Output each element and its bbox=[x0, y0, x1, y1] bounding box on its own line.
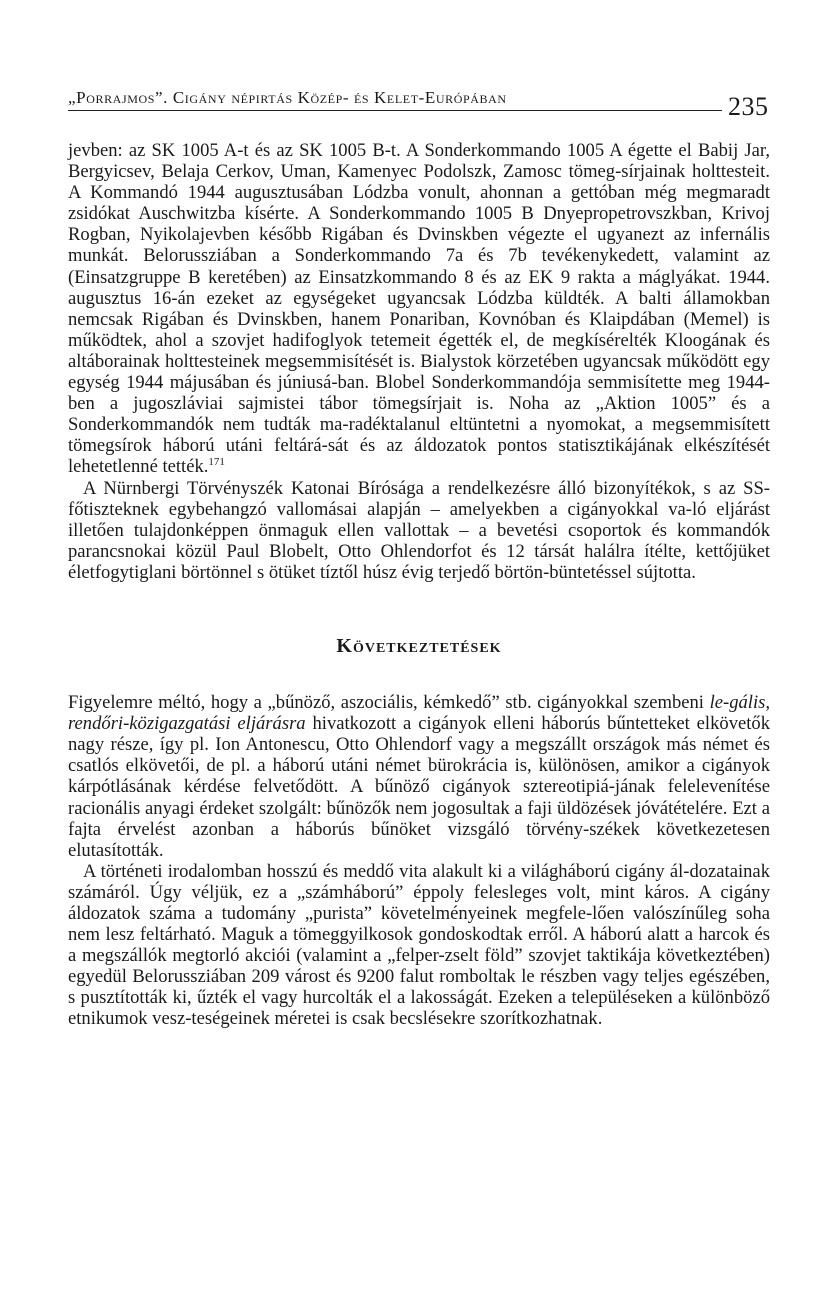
paragraph-4: A történeti irodalomban hosszú és meddő vita alakult ki a világháború cigány ál-dozatainak számáról. Úgy véljük, ez a „számháború” éppoly felesleges volt, mint káros. A cigány áldozatok száma a tudomány „purista” követelményeinek megfele-lően valószínűleg soha nem lesz feltárható. Maguk a tömeggyilkosok gondoskodtak erről. A háború alatt a harcok és a megszállók megtorló akciói (valamint a „felper-zselt föld” szovjet taktikája következtében) egyedül Belorussziában 209 várost és 9200 falut romboltak le részben vagy teljes egészében, s pusztították ki, űzték el vagy hurcolták el a lakosságát. Ezeken a településeken a különböző etnikumok vesz-teségeinek méretei is csak becslésekre szorítkozhatnak. bbox=[68, 860, 770, 1030]
paragraph-1-text: jevben: az SK 1005 A-t és az SK 1005 B-t. A Sonderkommando 1005 A égette el Babij Jar, Bergyicsev, Belaja Cerkov, Uman, Kamenyec Podolszk, Zamosc tömeg-sírjainak holttesteit. A Kommandó 1944 augusztusában Lódzba vonult, ahonnan a gettóban még megmaradt zsidókat Auschwitzba kísérte. A Sonderkommando 1005 B Dnyepropetrovszkban, Krivoj Rogban, Nyikolajevben később Rigában és Dvinskben végezte el ugyanezt az infernális munkát. Belorussziában a Sonderkommando 7a és 7b tevékenykedett, valamint az (Einsatzgruppe B keretében) az Einsatzkommando 8 és az EK 9 rakta a máglyákat. 1944. augusztus 16-án ezeket az egységeket ugyancsak Lódzba küldték. A balti államokban nemcsak Rigában és Dvinskben, hanem Ponariban, Kovnóban és Klaipdában (Memel) is működtek, ahol a szovjet hadifoglyok tetemeit égették el, de megkísérelték Kloogának és altáborainak holttesteinek megsemmisítését is. Bialystok körzetében ugyancsak működött egy egység 1944 májusában és júniusá-ban. Blobel Sonderkommandója semmisítette meg 1944-ben a jugoszláviai sajmistei tábor tömegsírjait is. Noha az „Aktion 1005” és a Sonderkommandók nem tudták ma-radéktalanul eltüntetni a nyomokat, a megsemmisített tömegsírok háború utáni feltárá-sát és az áldozatok pontos statisztikájának elkészítését lehetetlenné tették. bbox=[68, 140, 770, 478]
section-heading: Következtetések bbox=[336, 634, 502, 657]
page-number: 235 bbox=[728, 92, 769, 121]
paragraph-3 bbox=[68, 692, 770, 861]
paragraph-2: A Nürnbergi Törvényszék Katonai Bírósága a rendelkezésre álló bizonyítékok, s az SS-főtiszteknek egybehangzó vallomásai alapján – amelyekben a cigányokkal va-ló eljárást illetően tulajdonképpen önmaguk ellen vallottak – a bevetési csoportok és kommandók parancsnokai közül Paul Blobelt, Otto Ohlendorfot és 12 társát halálra ítélte, kettőjüket életfogytiglani börtönnel s ötüket tíztől húsz évig terjedő börtön-büntetéssel sújtotta. bbox=[68, 477, 770, 583]
paragraph-3-italic: le-gális, rendőri-közigazgatási eljárásra bbox=[68, 692, 770, 735]
header-rule bbox=[68, 110, 722, 111]
page-body bbox=[68, 140, 770, 1030]
paragraph-3-text-start: Figyelemre méltó, hogy a „bűnöző, aszociális, kémkedő” stb. cigányokkal szembeni bbox=[68, 692, 710, 714]
footnote-reference: 171 bbox=[208, 456, 225, 469]
paragraph-1 bbox=[68, 140, 770, 478]
paragraph-3-text-end: hivatkozott a cigányok elleni háborús bűntetteket elkövetők nagy része, így pl. Ion Antonescu, Otto Ohlendorf vagy a megszállt országok más német és csatlós elkövetői, de pl. a háború utáni német bürokrácia is, különösen, amikor a cigányok kárpótlásának kérdése felvetődött. A bűnöző cigányok sztereotipiá-jának felelevenítése racionális anyagi érdeket szolgált: bűnözők nem jogosultak a faji üldözések jóvátételére. Ezt a fajta érvelést azonban a háborús bűnöket vizsgáló törvény-székek következetesen elutasították. bbox=[68, 713, 771, 861]
running-header bbox=[68, 86, 769, 121]
running-title: „Porrajmos”. Cigány népirtás Közép- és Kelet-Európában bbox=[68, 88, 507, 107]
